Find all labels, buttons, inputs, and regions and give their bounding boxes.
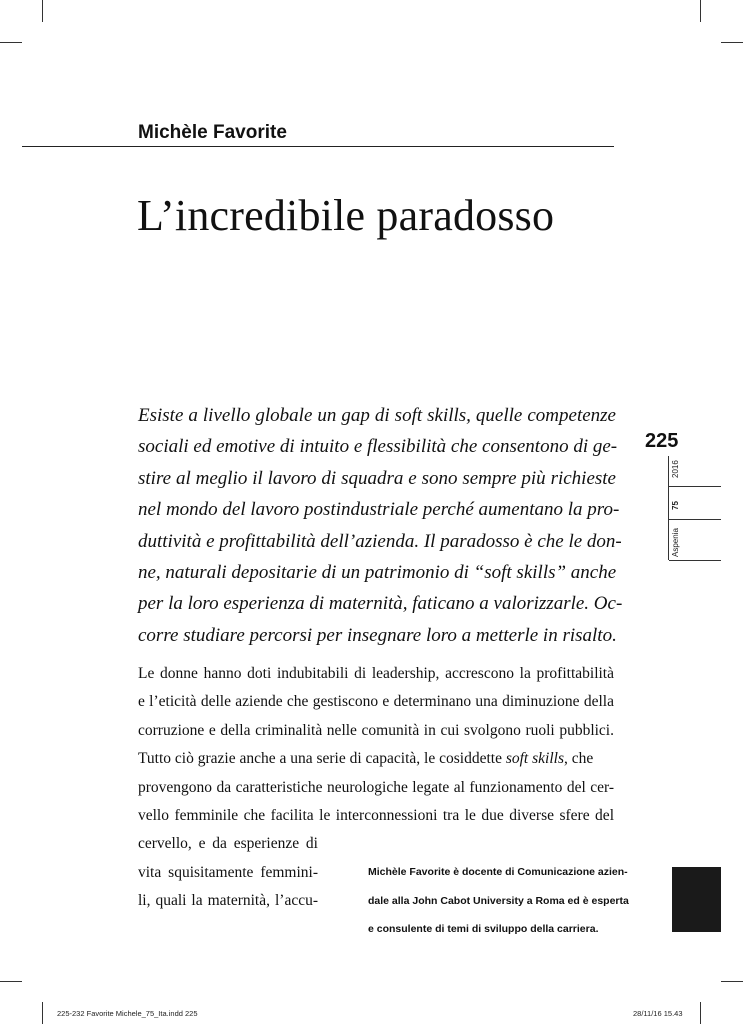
page-number: 225 bbox=[645, 430, 679, 452]
body-line-part: Tutto ciò grazie anche a una serie di capacità, le cosiddette bbox=[138, 750, 502, 768]
author-bio bbox=[368, 858, 644, 944]
body-line: Le donne hanno doti indubitabili di leadership, accrescono la profittabilità bbox=[138, 665, 614, 682]
body-line: corruzione e della criminalità nelle comunità in cui svolgono ruoli pubblici. bbox=[138, 721, 614, 739]
footer-file-slug: 225-232 Favorite Michele_75_Ita.indd 225 bbox=[57, 1009, 198, 1018]
sidebar-year: 2016 bbox=[671, 460, 680, 478]
header-divider bbox=[22, 146, 614, 147]
footer-timestamp: 28/11/16 15.43 bbox=[633, 1009, 683, 1018]
crop-mark bbox=[700, 1002, 701, 1024]
bio-line: e consulente di temi di sviluppo della carriera. bbox=[368, 923, 599, 935]
body-line: e l’eticità delle aziende che gestiscono e determinano una diminuzione della bbox=[138, 693, 614, 711]
thumb-tab bbox=[672, 867, 721, 932]
sidebar-divider bbox=[669, 560, 721, 561]
crop-mark bbox=[42, 0, 43, 22]
abstract-line: corre studiare percorsi per insegnare loro a metterle in risalto. bbox=[138, 624, 617, 646]
abstract-line: ne, naturali depositarie di un patrimonio di “soft skills” anche bbox=[138, 562, 617, 584]
body-line bbox=[138, 745, 614, 773]
abstract-line: sociali ed emotive di intuito e flessibilità che consentono di ge- bbox=[138, 436, 618, 458]
abstract-line: Esiste a livello globale un gap di soft skills, quelle competenze bbox=[138, 405, 616, 426]
soft-skills-emphasis: soft skills bbox=[505, 750, 564, 768]
body-line: cervello, e da esperienze di bbox=[138, 835, 318, 853]
abstract-line: per la loro esperienza di maternità, faticano a valorizzarle. Oc- bbox=[138, 593, 623, 615]
crop-mark bbox=[721, 42, 743, 43]
body-line: vita squisitamente femmini- bbox=[138, 863, 318, 881]
body-line: li, quali la maternità, l’accu- bbox=[138, 892, 318, 910]
abstract bbox=[138, 400, 623, 651]
sidebar-vertical-rule bbox=[668, 456, 669, 560]
crop-mark bbox=[700, 0, 701, 22]
article-title: L’incredibile paradosso bbox=[137, 191, 555, 240]
crop-mark bbox=[42, 1002, 43, 1024]
abstract-line: duttività e profittabilità dell’azienda. Il paradosso è che le don- bbox=[138, 530, 622, 552]
body-line: vello femminile che facilita le interconnessioni tra le due diverse sfere del bbox=[138, 807, 614, 825]
author-name: Michèle Favorite bbox=[138, 122, 287, 143]
crop-mark bbox=[0, 42, 22, 43]
sidebar-issue: 75 bbox=[671, 501, 680, 510]
bio-line: dale alla John Cabot University a Roma ed è esperta bbox=[368, 894, 629, 907]
body-line: provengono da caratteristiche neurologiche legate al funzionamento del cer- bbox=[138, 778, 614, 796]
crop-mark bbox=[0, 981, 22, 982]
crop-mark bbox=[721, 981, 743, 982]
sidebar-divider bbox=[669, 519, 721, 520]
sidebar-journal: Aspenia bbox=[671, 528, 680, 557]
bio-line: Michèle Favorite è docente di Comunicazione azien- bbox=[368, 866, 628, 878]
sidebar-divider bbox=[669, 486, 721, 487]
abstract-line: stire al meglio il lavoro di squadra e sono sempre più richieste bbox=[138, 467, 616, 489]
body-line-part: , che bbox=[563, 750, 594, 768]
abstract-line: nel mondo del lavoro postindustriale perché aumentano la pro- bbox=[138, 499, 620, 521]
